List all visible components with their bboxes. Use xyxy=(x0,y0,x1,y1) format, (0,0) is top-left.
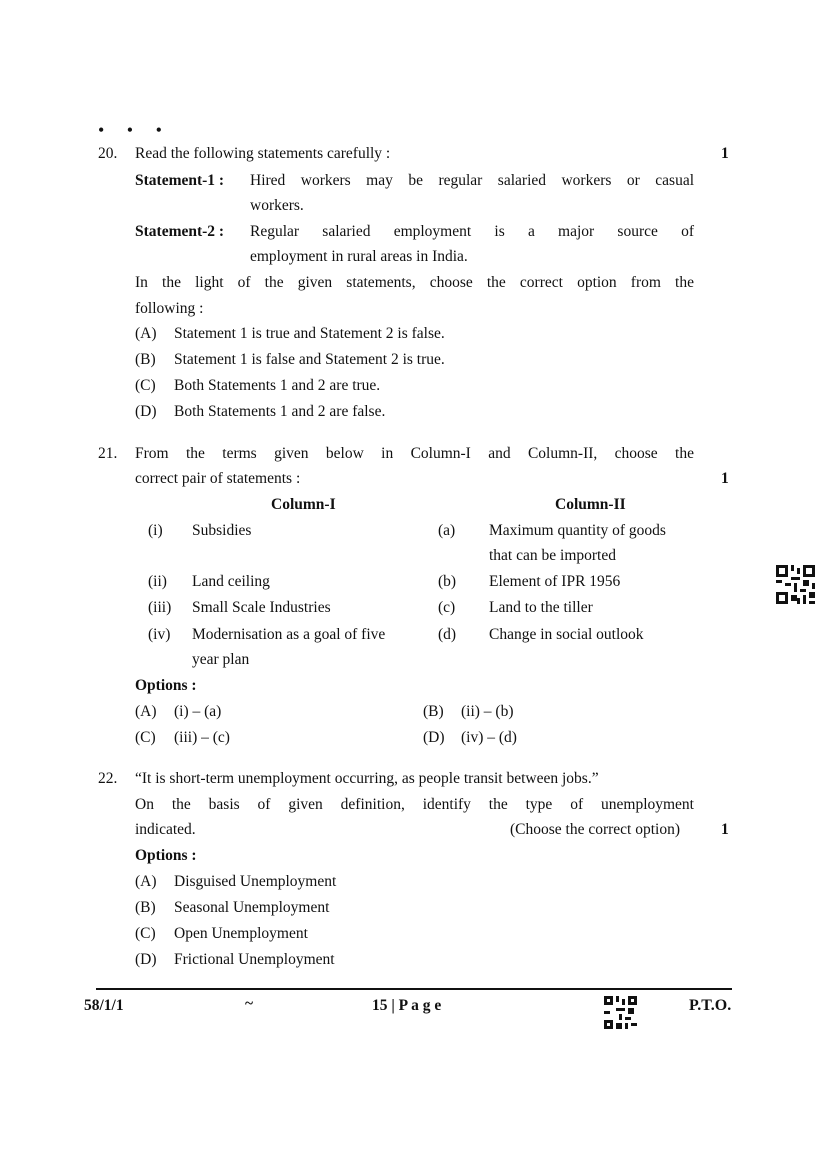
match-row-description-cont: that can be imported xyxy=(489,547,616,564)
question-21-options-heading: Options : xyxy=(135,677,197,694)
footer-qr-code-icon xyxy=(604,996,637,1029)
match-row-number: (iii) xyxy=(148,599,172,616)
match-row-letter: (b) xyxy=(438,573,457,590)
statement-2-label: Statement-2 : xyxy=(135,223,225,240)
qr-code-icon xyxy=(776,565,815,604)
q21-option-text: (iv) – (d) xyxy=(461,729,517,746)
q21-option-label: (B) xyxy=(423,703,444,720)
q22-option-label: (A) xyxy=(135,873,157,890)
question-22-options-heading: Options : xyxy=(135,847,197,864)
match-row-term-cont: year plan xyxy=(192,651,250,668)
q20-option-label: (B) xyxy=(135,351,156,368)
match-row-number: (ii) xyxy=(148,573,167,590)
column-1-header: Column-I xyxy=(271,496,336,513)
match-row-description: Element of IPR 1956 xyxy=(489,573,621,590)
question-21-stem: From the terms given below in Column-I and Column-II, choose the xyxy=(135,445,694,462)
match-row-term: Land ceiling xyxy=(192,573,270,590)
question-22-stem: On the basis of given definition, identify the type of unemployment xyxy=(135,796,694,813)
statement-1-text: Hired workers may be regular salaried workers or casual xyxy=(250,172,694,189)
footer-divider xyxy=(96,988,732,990)
page-number: 15 | P a g e xyxy=(372,997,442,1014)
match-row-term: Small Scale Industries xyxy=(192,599,331,616)
q22-option-text: Disguised Unemployment xyxy=(174,873,337,890)
match-row-description: Change in social outlook xyxy=(489,626,644,643)
pto-label: P.T.O. xyxy=(689,997,732,1014)
paper-code: 58/1/1 xyxy=(84,997,124,1014)
question-22-stem-cont: indicated. xyxy=(135,821,196,838)
statement-2-text: Regular salaried employment is a major source of xyxy=(250,223,694,240)
statement-1-label: Statement-1 : xyxy=(135,172,225,189)
q21-option-label: (C) xyxy=(135,729,156,746)
q20-option-label: (C) xyxy=(135,377,156,394)
q20-option-text: Statement 1 is true and Statement 2 is false. xyxy=(174,325,445,342)
q20-option-text: Both Statements 1 and 2 are false. xyxy=(174,403,386,420)
question-20-instruction-cont: following : xyxy=(135,300,204,317)
q22-option-text: Seasonal Unemployment xyxy=(174,899,330,916)
q21-option-label: (D) xyxy=(423,729,445,746)
q22-option-text: Open Unemployment xyxy=(174,925,308,942)
question-20-instruction: In the light of the given statements, choose the correct option from the xyxy=(135,274,694,291)
match-row-number: (iv) xyxy=(148,626,171,643)
match-row-term: Modernisation as a goal of five xyxy=(192,626,386,643)
question-20-stem: Read the following statements carefully : xyxy=(135,145,391,162)
match-row-letter: (d) xyxy=(438,626,457,643)
statement-1-text-cont: workers. xyxy=(250,197,304,214)
bullet-dots: • • • xyxy=(98,120,171,140)
q20-option-text: Statement 1 is false and Statement 2 is true. xyxy=(174,351,445,368)
match-row-description: Maximum quantity of goods xyxy=(489,522,666,539)
question-21-marks: 1 xyxy=(721,470,729,487)
q22-option-label: (C) xyxy=(135,925,156,942)
question-22-quote: “It is short-term unemployment occurring, as people transit between jobs.” xyxy=(135,770,599,787)
q22-option-label: (B) xyxy=(135,899,156,916)
q22-option-text: Frictional Unemployment xyxy=(174,951,335,968)
column-2-header: Column-II xyxy=(555,496,626,513)
q21-option-text: (ii) – (b) xyxy=(461,703,514,720)
match-row-number: (i) xyxy=(148,522,163,539)
question-20-marks: 1 xyxy=(721,145,729,162)
q21-option-text: (iii) – (c) xyxy=(174,729,230,746)
match-row-letter: (c) xyxy=(438,599,456,616)
q20-option-label: (D) xyxy=(135,403,157,420)
footer-tilde: ~ xyxy=(245,995,254,1012)
q20-option-text: Both Statements 1 and 2 are true. xyxy=(174,377,381,394)
question-21-stem-cont: correct pair of statements : xyxy=(135,470,301,487)
question-22-number: 22. xyxy=(98,770,118,787)
match-row-term: Subsidies xyxy=(192,522,252,539)
match-row-description: Land to the tiller xyxy=(489,599,593,616)
q21-option-label: (A) xyxy=(135,703,157,720)
question-22-choose-note: (Choose the correct option) xyxy=(510,821,681,838)
match-row-letter: (a) xyxy=(438,522,456,539)
statement-2-text-cont: employment in rural areas in India. xyxy=(250,248,468,265)
q20-option-label: (A) xyxy=(135,325,157,342)
question-21-number: 21. xyxy=(98,445,118,462)
q22-option-label: (D) xyxy=(135,951,157,968)
question-20-number: 20. xyxy=(98,145,118,162)
q21-option-text: (i) – (a) xyxy=(174,703,222,720)
question-22-marks: 1 xyxy=(721,821,729,838)
